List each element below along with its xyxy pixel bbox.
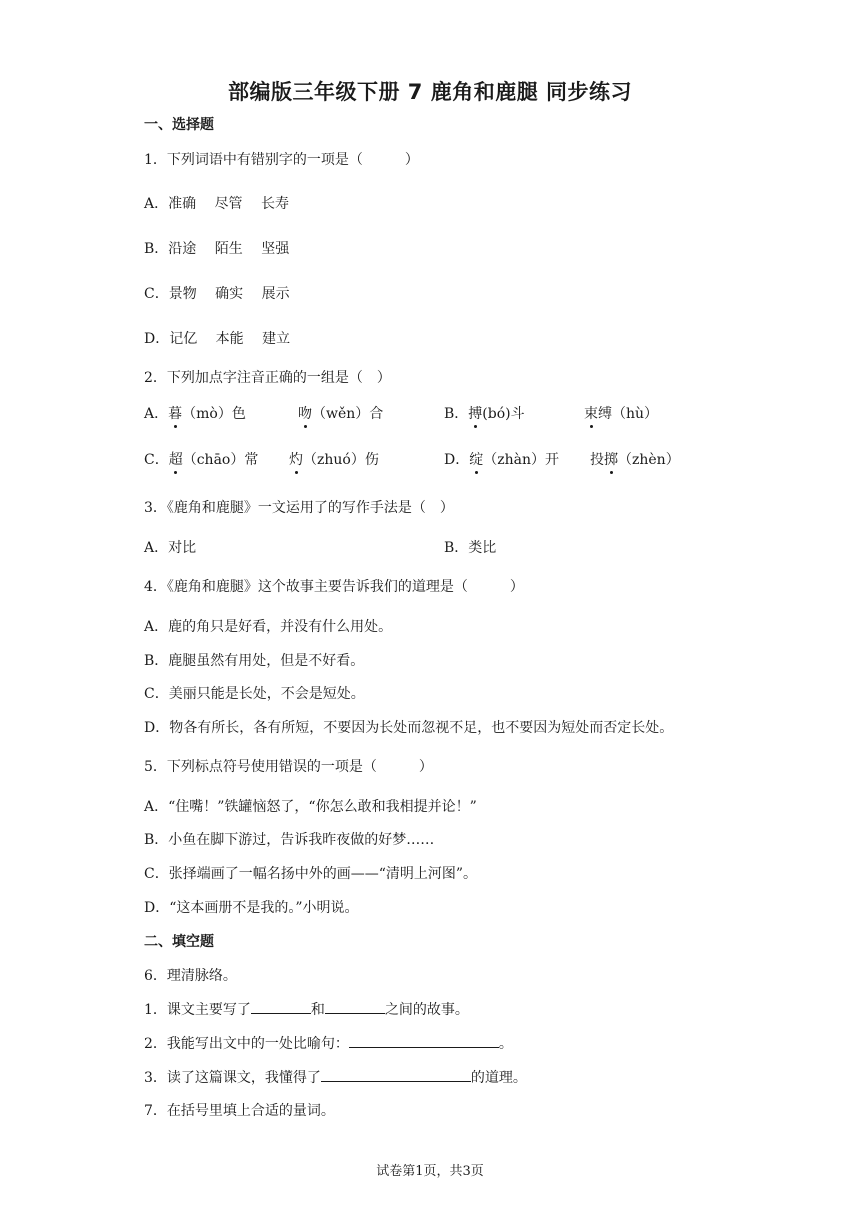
section-heading-choice: 一、选择题 [144,117,214,133]
question-2-option-a-part1 [144,403,246,423]
fill-text: 1．课文主要写了 [144,1002,251,1018]
fill-text: 之间的故事。 [384,1002,469,1018]
fill-blank[interactable] [251,999,311,1014]
fill-blank[interactable] [325,999,385,1014]
question-5-option-d: D．“这本画册不是我的。”小明说。 [144,900,359,916]
question-6-stem: 6．理清脉络。 [144,968,237,984]
pinyin-text: （chāo）常 [182,452,259,468]
pinyin-text: （mò）色 [182,406,246,422]
question-1-option-a: A．准确 尽管 长寿 [144,196,290,212]
pinyin-text: (bó)斗 [482,406,525,422]
question-1-option-c: C．景物 确实 展示 [144,286,290,302]
question-4-option-c: C．美丽只能是长处，不会是短处。 [144,686,365,702]
question-2-option-d-part2 [590,449,680,469]
question-2-option-b-part2 [584,403,658,423]
pinyin-text: （zhàn）开 [483,452,559,468]
pinyin-text: （wěn）合 [312,406,384,422]
fill-text: 2．我能写出文中的一处比喻句： [144,1036,349,1052]
question-1-option-b: B．沿途 陌生 坚强 [144,241,290,257]
question-6-line-2 [144,1033,513,1053]
fill-text: 和 [310,1002,325,1018]
dotted-char: 绽 [469,449,483,469]
page-footer: 试卷第1页，共3页 [376,1164,484,1179]
dotted-char: 掷 [604,449,618,469]
question-6-line-1 [144,999,469,1019]
option-letter: D． [444,452,470,468]
question-3-option-b: B．类比 [444,540,497,556]
question-3-stem: 3．《鹿角和鹿腿》一文运用了的写作手法是（ ） [144,500,454,516]
question-1-option-d: D．记亿 本能 建立 [144,331,291,347]
dotted-char: 吻 [298,403,312,423]
question-6-line-3 [144,1067,527,1087]
dotted-char: 搏 [468,403,482,423]
question-2-option-b-part1 [444,403,525,423]
option-letter: C． [144,452,169,468]
fill-text: 。 [498,1036,513,1052]
pinyin-text: 缚（hù） [598,406,659,422]
fill-blank[interactable] [349,1033,499,1048]
question-4-stem: 4．《鹿角和鹿腿》这个故事主要告诉我们的道理是（ ） [144,579,524,595]
question-5-stem: 5．下列标点符号使用错误的一项是（ ） [144,759,433,775]
question-5-option-c: C．张择端画了一幅名扬中外的画——“清明上河图”。 [144,866,478,882]
page-title: 部编版三年级下册 7 鹿角和鹿腿 同步练习 [227,80,633,104]
question-4-option-d: D．物各有所长，各有所短，不要因为长处而忽视不足，也不要因为短处而否定长处。 [144,720,674,736]
question-4-option-a: A．鹿的角只是好看，并没有什么用处。 [144,619,393,635]
question-2-option-d-part1 [444,449,559,469]
dotted-char: 束 [584,403,598,423]
pinyin-text: （zhuó）伤 [303,452,379,468]
question-1-stem: 1．下列词语中有错别字的一项是（ ） [144,152,419,168]
fill-text: 3．读了这篇课文，我懂得了 [144,1070,321,1086]
pinyin-text: （zhèn） [618,452,680,468]
question-5-option-a: A．“住嘴！”铁罐恼怒了，“你怎么敢和我相提并论！” [144,799,477,815]
dotted-char: 灼 [289,449,303,469]
question-2-option-c-part2 [289,449,379,469]
section-heading-fill: 二、填空题 [144,934,214,950]
question-2-option-a-part2 [298,403,383,423]
fill-text: 的道理。 [470,1070,527,1086]
dotted-char: 超 [169,449,183,469]
question-7-stem: 7．在括号里填上合适的量词。 [144,1103,335,1119]
option-letter: B． [444,406,469,422]
dotted-char: 暮 [168,403,182,423]
option-letter: A． [144,406,169,422]
plain-char: 投 [590,452,604,468]
question-3-option-a: A．对比 [144,540,197,556]
question-2-option-c-part1 [144,449,258,469]
question-2-stem: 2．下列加点字注音正确的一组是（ ） [144,370,391,386]
question-5-option-b: B．小鱼在脚下游过，告诉我昨夜做的好梦…… [144,832,435,848]
question-4-option-b: B．鹿腿虽然有用处，但是不好看。 [144,653,365,669]
fill-blank[interactable] [321,1067,471,1082]
